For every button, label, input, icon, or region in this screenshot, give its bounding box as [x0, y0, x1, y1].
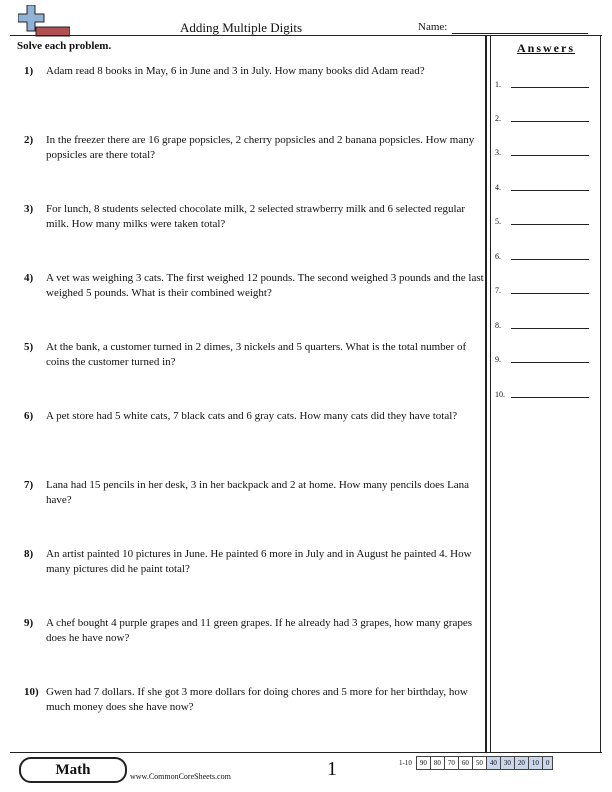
footer-divider	[10, 752, 602, 753]
score-cell: 30	[500, 757, 514, 770]
problem-number: 2)	[24, 134, 34, 146]
answer-line[interactable]	[511, 190, 589, 191]
score-cell: 10	[528, 757, 542, 770]
math-logo-icon	[18, 5, 70, 39]
answer-line[interactable]	[511, 328, 589, 329]
name-label: Name:	[418, 21, 448, 33]
problem-number: 10)	[24, 686, 39, 698]
answer-line[interactable]	[511, 121, 589, 122]
answer-slot-5[interactable]	[495, 217, 595, 231]
answer-label: 2.	[495, 114, 501, 123]
answers-heading: Answers	[517, 41, 575, 55]
score-cell: 0	[542, 757, 553, 770]
answer-slot-4[interactable]	[495, 183, 595, 197]
problem-number: 7)	[24, 479, 34, 491]
problem-number: 8)	[24, 548, 34, 560]
score-cell: 60	[458, 757, 472, 770]
problem-text: For lunch, 8 students selected chocolate milk, 2 selected strawberry milk and 6 selected regular milk. How many milks were taken total?	[46, 203, 466, 230]
score-cell: 50	[472, 757, 486, 770]
answer-line[interactable]	[511, 87, 589, 88]
problem-text: At the bank, a customer turned in 2 dimes, 3 nickels and 5 quarters. What is the total number of coins the customer turned in?	[46, 341, 467, 368]
problem-number: 6)	[24, 410, 34, 422]
answer-label: 5.	[495, 217, 501, 226]
page-number: 1	[327, 758, 337, 780]
answer-slot-3[interactable]	[495, 148, 595, 162]
answer-line[interactable]	[511, 259, 589, 260]
name-field-line	[452, 33, 588, 34]
score-table	[396, 756, 553, 770]
page-border-right	[600, 35, 601, 752]
problem-number: 5)	[24, 341, 34, 353]
answer-slot-6[interactable]	[495, 252, 595, 266]
problem-number: 9)	[24, 617, 34, 629]
answer-label: 4.	[495, 183, 501, 192]
answer-label: 1.	[495, 80, 501, 89]
answer-label: 8.	[495, 321, 501, 330]
instructions: Solve each problem.	[17, 40, 112, 52]
subject-badge: Math	[19, 757, 127, 783]
answer-label: 7.	[495, 286, 501, 295]
problem-text: Lana had 15 pencils in her desk, 3 in her backpack and 2 at home. How many pencils does Lana have?	[46, 479, 470, 506]
problem-text: An artist painted 10 pictures in June. He painted 6 more in July and in August he painted 4. How many pictures did he paint total?	[46, 548, 472, 575]
problem-number: 1)	[24, 65, 34, 77]
score-cell: 90	[416, 757, 430, 770]
answer-line[interactable]	[511, 293, 589, 294]
answer-line[interactable]	[511, 362, 589, 363]
worksheet-title: Adding Multiple Digits	[180, 20, 303, 35]
problem-text: Gwen had 7 dollars. If she got 3 more dollars for doing chores and 5 more for her birthday, how much money does she have now?	[46, 686, 468, 713]
problem-text: A chef bought 4 purple grapes and 11 green grapes. If he already had 3 grapes, how many grapes does he have now?	[46, 617, 472, 644]
answer-slot-2[interactable]	[495, 114, 595, 128]
problem-text: A vet was weighing 3 cats. The first weighed 12 pounds. The second weighed 3 pounds and the last weighed 5 pounds. What is their combined weight?	[46, 272, 484, 299]
score-cell: 70	[444, 757, 458, 770]
answer-label: 10.	[495, 390, 505, 399]
answer-slot-8[interactable]	[495, 321, 595, 335]
problem-text: Adam read 8 books in May, 6 in June and 3 in July. How many books did Adam read?	[46, 65, 425, 77]
answer-slot-1[interactable]	[495, 80, 595, 94]
answer-slot-10[interactable]	[495, 390, 595, 404]
answer-label: 9.	[495, 355, 501, 364]
answer-slot-7[interactable]	[495, 286, 595, 300]
score-cell: 40	[486, 757, 500, 770]
score-range-label: 1-10	[399, 759, 412, 767]
answer-slot-9[interactable]	[495, 355, 595, 369]
answer-line[interactable]	[511, 397, 589, 398]
score-cell: 20	[514, 757, 528, 770]
column-divider-inner	[490, 35, 491, 752]
problem-number: 4)	[24, 272, 34, 284]
problem-text: In the freezer there are 16 grape popsicles, 2 cherry popsicles and 2 banana popsicles. How many popsicles are there total?	[46, 134, 475, 161]
problem-text: A pet store had 5 white cats, 7 black cats and 6 gray cats. How many cats did they have total?	[46, 410, 458, 422]
score-cell: 80	[430, 757, 444, 770]
answer-line[interactable]	[511, 224, 589, 225]
problem-number: 3)	[24, 203, 34, 215]
answer-label: 3.	[495, 148, 501, 157]
answer-label: 6.	[495, 252, 501, 261]
website-url: www.CommonCoreSheets.com	[130, 772, 231, 781]
answer-line[interactable]	[511, 155, 589, 156]
header-divider	[10, 35, 602, 36]
